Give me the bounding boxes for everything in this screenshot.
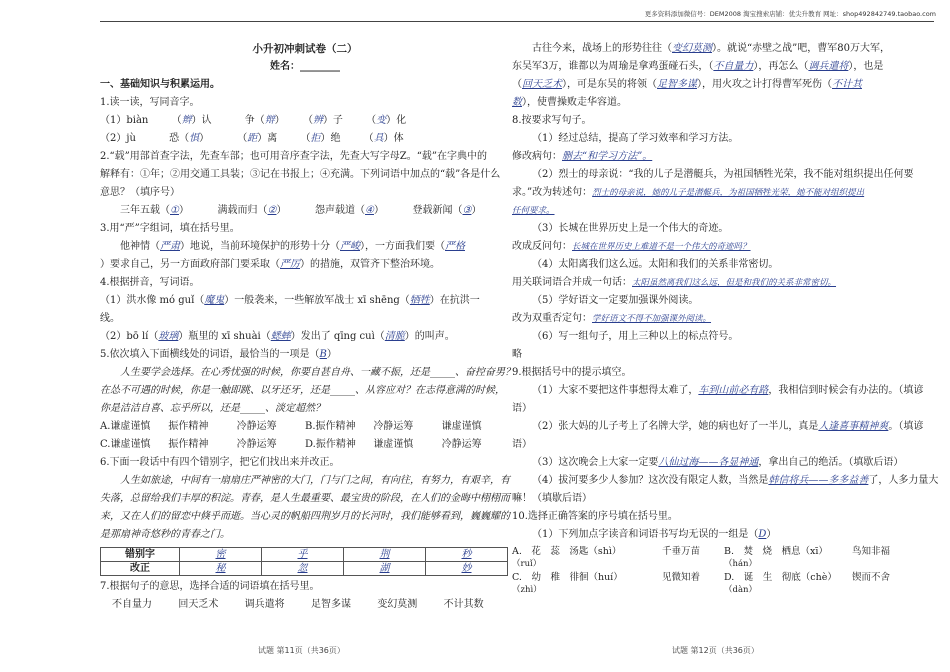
q4-line3: 线。 <box>100 313 120 324</box>
q9-item4-cont: 嘛！（填歇后语） <box>512 493 592 504</box>
q4-line2: （1）洪水像 mó guǐ（魔鬼）一般袭来，一些解放军战士 xī shēng（牺牲）在抗洪一 <box>100 295 480 306</box>
q2-line3: 意思？（填序号） <box>100 187 180 198</box>
q4-stem: 4.根据拼音，写词语。 <box>100 277 200 288</box>
right-page <box>512 40 939 596</box>
q7-word-bank: 不自量力 回天乏术 调兵遣将 足智多谋 变幻莫测 不计其数 <box>112 599 484 610</box>
q9-item3: （3）这次晚会上大家一定要八仙过海——各显神通，拿出自己的绝活。（填歇后语） <box>532 457 904 468</box>
q5-passage-3: 你是洁洁自喜、忘乎所以，还是_____、淡定超然？ <box>100 403 325 414</box>
q7-passage-2: 东吴军3万，谁都以为周瑜是拿鸡蛋碰石头，（不自量力），再怎么（调兵遣将），也是 <box>512 61 884 72</box>
q8-item4: （4）太阳离我们这么远。太阳和我们的关系非常密切。 <box>532 259 779 270</box>
q3-stem: 3.用“严”字组词，填在括号里。 <box>100 223 240 234</box>
q3-line3: ）要求自己，另一方面政府部门要采取（严厉）的措施，双管齐下整治环境。 <box>100 259 440 270</box>
table-cell: 妙 <box>426 562 508 576</box>
fix-label: 改正 <box>101 562 180 576</box>
left-page <box>100 40 515 614</box>
table-cell: 荆 <box>344 548 426 562</box>
exam-title: 小升初冲刺试卷（二） <box>252 43 358 55</box>
q1-row2: （2）jù 恐（惧） （距）离 （拒）绝 （具）体 <box>100 133 404 144</box>
q2-line1: 2.“载”用部首查字法，先查车部；也可用音序查字法，先查大写字母Z。“载”在字典中的 <box>100 151 487 162</box>
table-row <box>101 562 508 576</box>
q8-item3: （3）长城在世界历史上是一个伟大的奇迹。 <box>532 223 729 234</box>
q5-passage-1: 人生要学会选择。在心秀忧强的时候，你要自甚自舟、一藏不振，还是_____、奋控奋男？ <box>120 367 515 378</box>
q10-option-cd: C. 幼 稚 徘徊（huí） 见微知着 D. 诞 生 彻底（chè） 锲而不舍 <box>512 572 891 583</box>
q5-options-ab: A.谦虚谨慎 振作精神 冷静运筹 B.振作精神 冷静运筹 谦虚谨慎 <box>100 421 482 432</box>
section-heading: 一、基础知识与积累运用。 <box>100 79 220 90</box>
page-header-text: 更多资料添加微信号：DEM2008 淘宝搜索店铺：优尖升教育 网址：shop492842749.taobao.com <box>644 10 936 18</box>
q7-stem: 7.根据句子的意思，选择合适的词语填在括号里。 <box>100 581 320 592</box>
q8-item2: （2）烈士的母亲说：“我的儿子是潜艇兵，为祖国牺牲光荣，我不能对组织提出任何要 <box>532 169 914 180</box>
q8-item6: （6）写一组句子，用上三种以上的标点符号。 <box>532 331 739 342</box>
q8-item2-answer: 求。”改为转述句：烈士的母亲说，她的儿子是潜艇兵，为祖国牺牲光荣，她不能对组织提出 <box>512 187 865 198</box>
q8-item2-answer-cont: 任何要求。 <box>512 206 555 216</box>
q8-item5-answer: 改为双重否定句：学好语文不得不加强课外阅读。 <box>512 313 712 324</box>
q10-item1: （1）下列加点字读音和词语书写均无误的一组是（D） <box>532 529 777 540</box>
q7-passage-1: 古往今来，战场上的形势往往（变幻莫测）。就说“赤壁之战”吧，曹军80万大军， <box>532 43 890 54</box>
table-cell: 湖 <box>344 562 426 576</box>
wrong-label: 错别字 <box>101 548 180 562</box>
q1-stem: 1.读一读，写同音字。 <box>100 97 200 108</box>
q9-item1-cont: 语） <box>512 403 532 414</box>
table-row <box>101 548 508 562</box>
q9-item1: （1）大家不要把这件事想得太难了，车到山前必有路，我相信到时候会有办法的。（填谚 <box>532 385 924 396</box>
page-footer-right: 试题 第12页（共36页） <box>672 646 759 655</box>
q2-items: 三年五载（①） 满载而归（②） 怨声载道（④） 登载新闻（③） <box>120 205 482 216</box>
q9-item2: （2）张大妈的儿子考上了名牌大学，她的病也好了一半儿，真是人逢喜事精神爽。（填谚 <box>532 421 924 432</box>
table-cell: 秒 <box>426 548 508 562</box>
correction-table <box>100 547 508 576</box>
q8-item4-answer: 用关联词语合并成一句话：太阳虽然离我们这么远，但是和我们的关系非常密切。 <box>512 277 837 288</box>
q5-stem: 5.依次填入下面横线处的词语，最恰当的一项是（B） <box>100 349 337 360</box>
q9-stem: 9.根据括号中的提示填空。 <box>512 367 632 378</box>
q6-passage-3: 来，又在人们的留恋中倏乎而逝。当心灵的帆船四荆岁月的长河时，我们能够看到，巍巍耀的 <box>100 511 510 522</box>
table-cell: 忽 <box>262 562 344 576</box>
q9-item4: （4）拔河要多少人参加？这次没有限定人数，当然是韩信将兵——多多益善了，人多力量大 <box>532 475 939 486</box>
page-footer-left: 试题 第11页（共36页） <box>258 646 345 655</box>
q1-row1: （1）biàn （辫）认 争（辩） （辨）子 （变）化 <box>100 115 407 126</box>
table-cell: 乎 <box>262 548 344 562</box>
q8-item1: （1）经过总结，提高了学习效率和学习方法。 <box>532 133 739 144</box>
q3-line2: 他神情（严肃）地说，当前环境保护的形势十分（严峻），一方面我们要（严格 <box>120 241 465 252</box>
q10-option-cd-pinyin: （zhì） （dàn） <box>512 585 757 595</box>
q4-line4: （2）bō lí（玻璃）瓶里的 xī shuài（蟋蟀）发出了 qīng cuì（清脆）的叫声。 <box>100 331 455 342</box>
q6-passage-1: 人生如旅途，中间有一扇扇庄严神密的大门，门与门之间，有向往，有努力，有艰辛，有 <box>120 475 510 486</box>
q5-options-cd: C.谦虚谨慎 振作精神 冷静运筹 D.振作精神 谦虚谨慎 冷静运筹 <box>100 439 482 450</box>
q7-passage-3: （回天乏术），可是东吴的将领（足智多谋），用火攻之计打得曹军死伤（不计其 <box>512 79 862 90</box>
q10-option-ab: A. 花 蕊 汤匙（shì） 千垂万苗 B. 焚 烧 栖息（xī） 鸟知非福 <box>512 546 891 557</box>
header-divider <box>100 21 934 22</box>
q7-passage-4: 数），使曹操败走华容道。 <box>512 97 627 108</box>
q6-stem: 6.下面一段话中有四个错别字，把它们找出来并改正。 <box>100 457 340 468</box>
name-field: 姓名：________ <box>270 61 340 72</box>
q8-item5: （5）学好语文一定要加强课外阅读。 <box>532 295 699 306</box>
q8-stem: 8.按要求写句子。 <box>512 115 592 126</box>
q8-item1-answer: 修改病句：删去“和学习方法”。 <box>512 151 653 162</box>
table-cell: 秘 <box>180 562 262 576</box>
q10-option-ab-pinyin: （ruǐ） （hán） <box>512 559 758 569</box>
q6-passage-2: 失落，总留给我们丰厚的积淀。青春，是人生最重要、最宝贵的阶段，在人们的金晦中栩栩而 <box>100 493 510 504</box>
q8-item3-answer: 改成反问句：长城在世界历史上难道不是一个伟大的奇迹吗？ <box>512 241 751 252</box>
q2-line2: 解释有：①年；②用交通工具装；③记在书报上；④充满。下列词语中加点的“载”各是什么 <box>100 169 501 180</box>
q5-passage-2: 在怂不可遇的时候，你是一触即跳、以牙还牙，还是_____、从容应对？在志得意满的时候， <box>100 385 505 396</box>
q9-item2-cont: 语） <box>512 439 532 450</box>
q10-stem: 10.选择正确答案的序号填在括号里。 <box>512 511 678 522</box>
q8-item6-answer: 略 <box>512 349 522 360</box>
q6-passage-4: 是那扇神奇悠秒的青春之门。 <box>100 529 230 540</box>
table-cell: 密 <box>180 548 262 562</box>
